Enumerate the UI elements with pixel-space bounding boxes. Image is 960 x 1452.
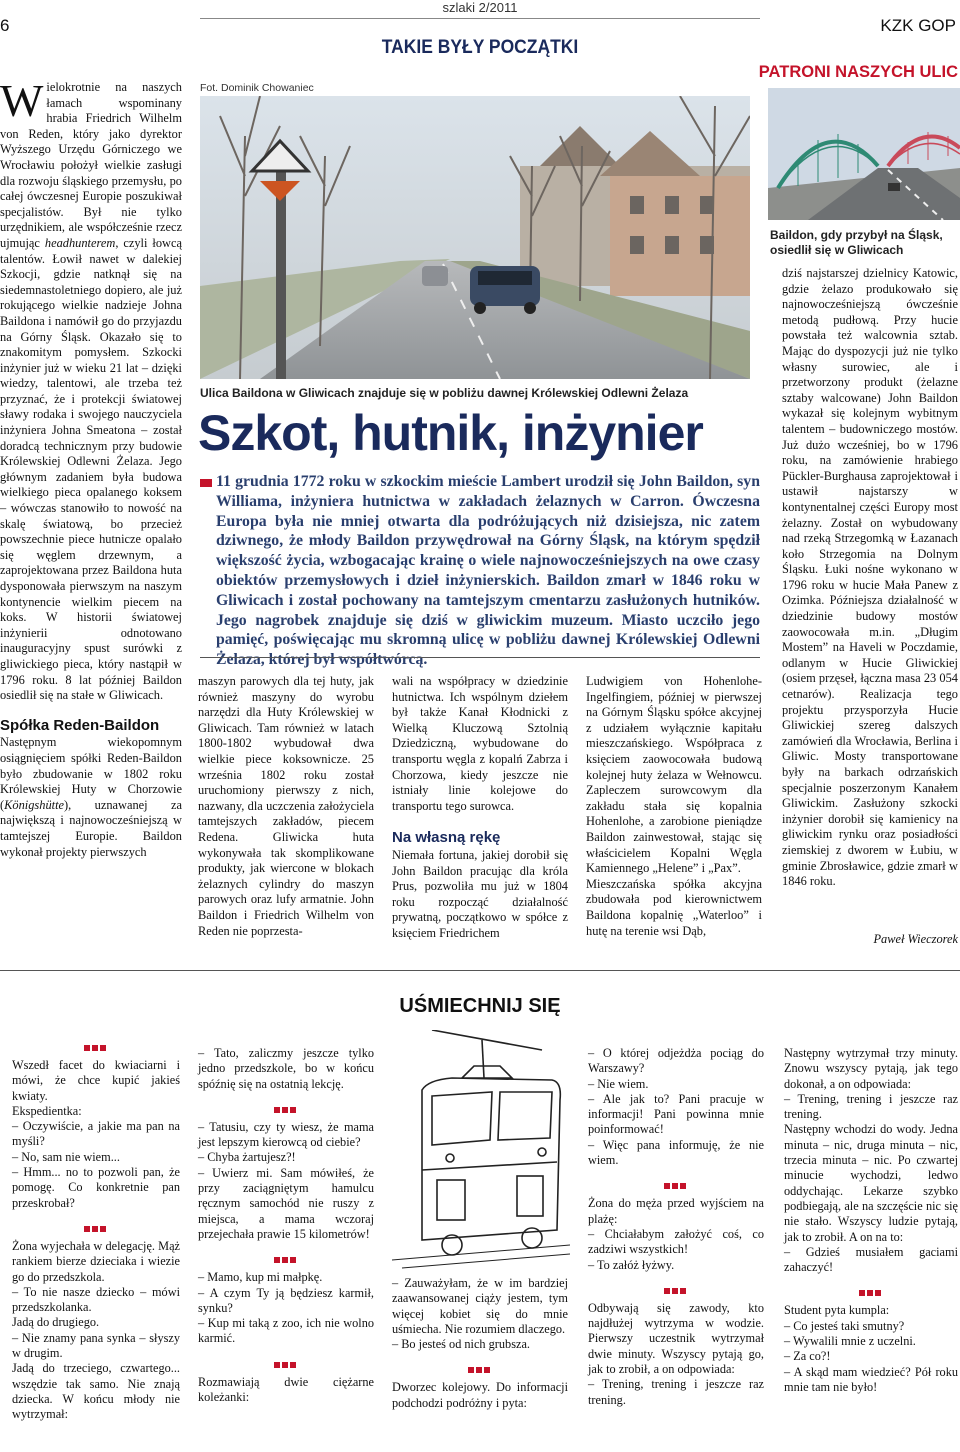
bridge-photo [768,88,960,220]
joke-8-end: Następny wytrzymał trzy minuty. Znowu wszyscy pytają, jak tego dokonał, a on odpowiada: – Trening, trening i jeszcze raz trening. Następny wchodzi do wody. Jedna minuta – nic, druga minuta – nic, trzecia minuta – nic. Po czwartej minucie wychodzi, ledwo oddychając. Lekarze szybko podbiegają, ale na szczęście nic się nie stało. Wszyscy ludzie pytają, jak to zrobił. A on na to: – Gdzieś musiałem gaciami zahaczyć! [784,1046,958,1275]
joke-separator [198,1252,374,1264]
lead-rule [200,657,760,658]
joke-separator [12,1040,180,1052]
section-text: Następnym wiekopomnym osiągnięciem spółki Reden-Baildon było zbudowanie w 1802 roku Królewskiej Huty w Chorzowie ( [0,735,182,812]
joke-separator [392,1362,568,1374]
tram-illustration [392,1030,570,1270]
column-2-text: maszyn parowych dla tej huty, jak również maszyny do wyrobu narzędzi dla Huty Królewskiej w Gliwicach. Tam również w latach 1800-1802 wybudował dwa wielkie piece koksownicze. 25 września 1802 roku został uruchomiony pierwszy z nich, nazwany, dla uczczenia założyciela tamtejszych zakładów, piecem Redena. Gliwicka huta wykonywała tak skomplikowane produkty, jak wiercone w blokach żelaznych cylindry do maszyn parowych oraz lufy armatnie. John Baildon i Friedrich Wilhelm von Reden nie poprzesta- [198,674,374,938]
column-3-text-b: Niemała fortuna, jakiej dorobił się John Baildon pracując dla króla Prus, pozwoliła mu już w 1804 roku rozpocząć działalność prywatną, początkowo w spółce z księciem Friedrichem [392,847,568,940]
column-4-text-a: Ludwigiem von Hohenlohe-Ingelfingiem, później w pierwszej na Górnym Śląsku spółce akcyjnej z udziałem wyłącznie kapitału mieszczańskiego. Współpraca z księciem zaowocowała budową kolejnej huty żelaza w Wełnowcu. Zapleczem surowcowym dla zakładu stała się kopalnia Hohenlohe, a zarobione pieniądze Baildon zainwestował, stając się właścicielem Kopalni Węgla Kamiennego „Helene” i „Pax”. [586,674,762,876]
joke-separator [588,1178,764,1190]
intro-italic: headhunterem [44,235,116,250]
article-headline: Szkot, hutnik, inżynier [198,405,703,461]
column-1 [0,80,182,950]
header-rule [200,18,760,19]
joke-separator [588,1283,764,1295]
column-5-text: dziś najstarszej dzielnicy Katowic, gdzie żelazo produkowało się najnowocześniejszą ówcześnie metodą pudłową. Przy hucie powstała też walcownia sztab. Mając do dyspozycji już nie tylko własny surowiec, ale i przetworzony produkt (żelazne sztaby walcowane) John Baildon wykazał się kolejnym wybitnym talentem – budowniczego mostów. Już dużo wcześniej, bo w 1796 roku, na zamówienie hrabiego Pückler-Burghausa zaprojektował i ustawił najstarszy w kontynentalnej części Europy most żelazny. Został on wybudowany nad rzeką Strzegomką w Łazanach koło Strzegomia na Dolnym Śląsku. Łuki nośne wykonano w 1796 roku w hucie Mała Panew z Ozimka. Późniejsza działalność w dziedzinie budowy mostów zaowocowała m.in. „Długim Mostem” na Haveli w Poczdamie, odlanym w Hucie Gliwickiej (osiem przęseł, łączna masa 23 054 cetnarów). Realizacja tego projektu przysporzyła Hucie Gliwickiej szereg dalszych zamówień dla Wrocławia, Berlina i Gliwic. Mosty transportowane były na barkach odrzańskich specjalnie poszerzonym Kanałem Gliwickim. Zasłużony szkocki inżynier dorobił się kamienicy na gliwickim rynku oraz posiadłości ziemskiej z dworem w Łubiu, w gminie Zbrosławice, gdzie zmarł w 1846 roku. [782,266,958,889]
joke-7: Żona do męża przed wyjściem na plażę: – Chciałabym założyć coś, co zadziwi wszystkich! – To załóż łyżwy. [588,1196,764,1272]
joke-1: Wszedł facet do kwiaciarni i mówi, że chce kupić jakieś kwiaty. Ekspedientka: – Oczywiście, a jakie ma pan na myśli? – No, sam nie wiem... – Hmm... no to pozwoli pan, że pomogę. Co konkretnie pan przeskrobał? [12,1058,180,1210]
intro-text-cont: , czyli łowcą talentów. Łowił nawet w dalekiej Szkocji, gdzie natknął się na siedemnastoletniego dopiero, ale już rokującego wielkie nadzieje Johna Baildona i namówił go do przyjazdu na Górny Śląsk. Okazało się to znakomitym pomysłem. Szkocki inżynier już w wieku 21 lat – dzięki wiedzy, talentowi, ale trzeba też przyznać, że i protekcji światowej sławy rodaka i swojego nauczyciela inżyniera Johna Smeatona – został doradcą technicznym przy budowie Królewskiej Odlewni Żelaza. Jego głównym zadaniem była budowa wielkiego pieca opalanego koksem – wówczas stanowiło to nowość na skalę światową, bo przecież powszechnie piece hutnicze opalało się węglem drzewnym, a zaprojektowana przez Baildona huta dysponowała pierwszym na naszym kontynencie wielkim piecem na koks. W historii światowej inżynierii odnotowano inauguracyjny spust surówki z gliwickiego pieca, który nastąpił w 1796 roku. 8 lat później Baildon osiedlił się na stałe w Gliwicach. [0,235,182,703]
joke-6-end: – O której odjeżdża pociąg do Warszawy? – Nie wiem. – Ale jak to? Pani pracuje w informacji! Pani powinna mnie poinformować! – Więc pana informuję, że nie wiem. [588,1046,764,1168]
drop-cap: W [0,80,44,126]
joke-5-start: Rozmawiają dwie ciężarne koleżanki: [198,1374,374,1405]
humor-column-2 [198,1046,374,1405]
issue-label: szlaki 2/2011 [442,0,518,15]
humor-column-3 [392,1276,568,1411]
humor-top-rule [0,970,960,971]
photo-credit: Fot. Dominik Chowaniec [200,82,314,94]
column-4 [586,674,762,954]
joke-8-start: Odbywają się zawody, kto najdłużej wytrzyma w wodzie. Pierwszy uczestnik wytrzymał dwie minuty. Wszyscy pytają go, jak to zrobił, a on odpowiada: – Trening, trening i jeszcze raz trening. [588,1300,764,1407]
article-lead: 11 grudnia 1772 roku w szkockim mieście Lambert urodził się John Baildon, syn Williama, inżyniera hutnictwa w zakładach żelaznych w Carron. Ówczesna Europa była nie mniej otwarta dla podróżujących niż dzisiejsza, nic zatem dziwnego, że młody Baildon przywędrował na Górny Śląsk, na którym spędził większość życia, wzbogacając krainę o wiele najnowocześniejszych na owe czasy obiektów przemysłowych i dzieł inżynierskich. Baildon zmarł w 1846 roku w Gliwicach i został pochowany na tamtejszym cmentarzu zasłużonych hutników. Jego nagrobek znajduje się dziś w gliwickim muzeum. Miasto uczciło jego pamięć, poświęcając mu skromną ulicę w pobliżu dawnej Królewskiej Odlewni Żelaza, której był współtwórcą. [216,473,760,669]
column-2 [198,674,374,954]
street-photo [200,96,750,379]
intro-text: ielokrotnie na naszych łamach wspominany hrabia Friedrich Wilhelm von Reden, który jako dyrektor Wyższego Urzędu Górniczego we Wrocławiu położył wielkie zasługi dla rozwoju śląskiego przemysłu, po całej ówczesnej Europie poszukiwał specjalistów. Był nie tylko urzędnikiem, ale współcześnie rzecz ujmując [0,80,182,250]
column-4-text-b: Mieszczańska spółka akcyjna zbudowała pod kierownictwem Baildona kopalnię „Waterloo” i hutę na terenie wsi Dąb, [586,876,762,938]
joke-5-end: – Zauważyłam, że w im bardziej zaawansowanej ciąży jestem, tym więcej kobiet się do mnie uśmiecha. Nie rozumiem dlaczego. – Bo jesteś od nich grubsza. [392,1276,568,1352]
joke-2-end: – Tato, zaliczmy jeszcze tylko jedno przedszkole, bo w końcu spóźnię się na ostatnią lekcję. [198,1046,374,1091]
section-italic: Königshütte [4,797,65,812]
column-3 [392,674,568,954]
column-title: PATRONI NASZYCH ULIC [758,63,958,81]
humor-column-5 [784,1046,958,1395]
joke-9: Student pyta kumpla: – Co jesteś taki smutny? – Wywalili mnie z uczelni. – Za co?! – A skąd mam wiedzieć? Pół roku mnie tam nie było! [784,1303,958,1394]
subheading-na-wlasna-reke: Na własną rękę [392,829,501,847]
section-text-cont: ), uznawanej za największą i najnowocześniejszą w tamtejszej Europie. Baildon wykonał projekty pierwszych [0,797,182,859]
joke-2: Żona wyjechała w delegację. Mąż rankiem bierze dzieciaka i wiezie go do przedszkola. – To nie nasze dziecko – mówi przedszkolanka. Jadą do drugiego. – Nie znamy pana synka – słyszy w drugim. Jadą do trzeciego, czwartego... wszędzie tak samo. Nie znają dziecka. W końcu młody nie wytrzymał: [12,1238,180,1422]
page-number: 6 [0,16,10,35]
humor-column-1 [12,1030,180,1423]
joke-4: – Mamo, kup mi małpkę. – A czym Ty ją będziesz karmił, synku? – Kup mi taką z zoo, ich nie wolno karmić. [198,1270,374,1346]
side-photo-caption: Baildon, gdy przybył na Śląsk, osiedlił się w Gliwicach [770,228,943,257]
subheading-reden-baildon: Spółka Reden-Baildon [0,716,160,734]
column-5 [782,266,958,926]
joke-separator [198,1357,374,1369]
main-photo-caption: Ulica Baildona w Gliwicach znajduje się w pobliżu dawnej Królewskiej Odlewni Żelaza [200,386,689,400]
humor-column-4 [588,1046,764,1408]
humor-title: UŚMIECHNIJ SIĘ [399,995,561,1017]
joke-separator [12,1221,180,1233]
joke-3: – Tatusiu, czy ty wiesz, że mama jest lepszym kierowcą od ciebie? – Chyba żartujesz?! – Uwierz mi. Sam mówiłeś, że przy zaciągniętym hamulcu ręcznym samochód nie ruszy z miejsca, a mama wczoraj przejechała prawie 15 kilometrów! [198,1119,374,1241]
joke-separator [198,1102,374,1114]
author-signature: Paweł Wieczorek [873,932,958,946]
lead-marker [200,479,212,487]
section-title: TAKIE BYŁY POCZĄTKI [381,37,579,58]
joke-6-start: Dworzec kolejowy. Do informacji podchodzi podróżny i pyta: [392,1380,568,1410]
column-3-text-a: wali na współpracy w dziedzinie hutnictwa. Ich wspólnym dziełem był także Kanał Kłodnicki z Wielką Kluczową Sztolnią Dziedziczną, wybudowane do transportu węgla z kopalń Zabrza i Chorzowa, kiedy jeszcze nie istniały linie kolejowe do transportu tego surowca. [392,674,568,813]
publisher-label: KZK GOP [880,16,956,35]
joke-separator [784,1285,958,1297]
